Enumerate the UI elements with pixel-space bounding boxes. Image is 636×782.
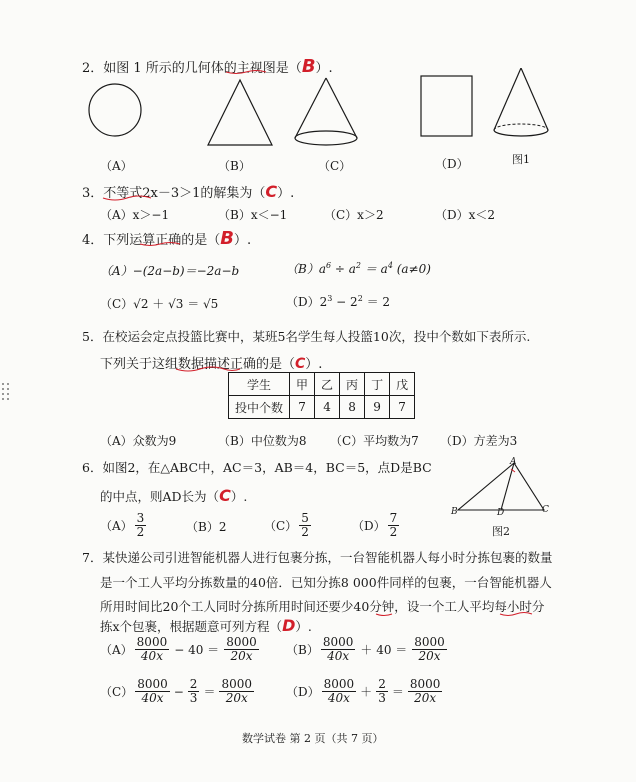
q2-shapes [80, 68, 560, 148]
q4-answer: B [220, 228, 235, 249]
q6-option-a: （A） $\frac{3}{2}$ [100, 511, 145, 539]
q4-option-c: （C）√2 ＋ √3 ＝ √5 [100, 297, 219, 311]
q7-option-a: （A） $\frac{8000}{40x}$ − 40 ＝ $\frac{8000}{20x}$ [100, 635, 257, 663]
drag-handle[interactable] [2, 383, 10, 403]
q7-option-c: （C） $\frac{8000}{40x}$ − $\frac{2}{3}$ ＝ $\frac{8000}{20x}$ [100, 677, 252, 705]
q7-option-d: （D） $\frac{8000}{40x}$ ＋ $\frac{2}{3}$ ＝ $\frac{8000}{20x}$ [286, 677, 441, 705]
point-a-label: A [510, 457, 517, 467]
point-b-label: B [451, 507, 458, 517]
q5-option-c: （C）平均数为7 [330, 434, 419, 448]
q2-option-a: （A） [100, 159, 133, 173]
point-c-label: C [542, 505, 549, 515]
q3-answer: C [265, 182, 278, 201]
q7-line2: 是一个工人平均分拣数量的40倍．已知分拣8 000件同样的包裹，一台智能机器人 [100, 575, 552, 590]
q2-stem: 2．如图 1 所示的几何体的主视图是（B）. [82, 56, 333, 77]
q2-option-b: （B） [218, 159, 251, 173]
q5-line2: 下列关于这组数据描述正确的是（C）. [100, 356, 323, 372]
q5-score-table [228, 372, 415, 419]
q6-option-c: （C） $\frac{5}{2}$ [264, 511, 309, 539]
rectangle-view [421, 76, 472, 136]
page-footer: 数学试卷 第 2 页（共 7 页） [242, 732, 384, 745]
triangle-view [208, 80, 272, 145]
q6-option-b: （B）2 [186, 520, 227, 534]
q7-answer: D [282, 616, 296, 635]
q3-option-c: （C）x＞2 [324, 208, 384, 222]
cone-c [295, 78, 357, 145]
q5-answer: C [295, 356, 306, 372]
q4-option-b: $(B)a^6 \div a^2 = a^4$ (a≠0) [286, 261, 431, 276]
q3-option-a: （A）x＞−1 [100, 208, 170, 222]
q6-line2: 的中点，则AD长为（C）. [100, 486, 248, 505]
q7-line4: 拣x个包裹，根据题意可列方程（D）. [100, 616, 312, 635]
q3-option-b: （B）x＜−1 [218, 208, 288, 222]
q7-line3: 所用时间比20个工人同时分拣所用时间还要少40分钟，设一个工人平均每小时分 [100, 599, 545, 614]
table-row: 学生 甲 乙 丙 丁 戊 [229, 373, 415, 396]
q6-option-d: （D） $\frac{7}{2}$ [352, 511, 398, 539]
q2-option-c: （C） [318, 159, 352, 173]
q4-option-a: （A）−(2a−b)＝−2a−b [100, 264, 240, 278]
cone-figure-1 [494, 68, 548, 136]
q5-line1: 5．在校运会定点投篮比赛中，某班5名学生每人投篮10次，投中个数如下表所示. [82, 329, 531, 344]
q4-option-d: $(D)2^3 - 2^2 = 2$ [286, 294, 391, 309]
q5-option-a: （A）众数为9 [100, 434, 177, 448]
q5-option-b: （B）中位数为8 [218, 434, 307, 448]
q7-option-b: （B） $\frac{8000}{40x}$ ＋ 40 ＝ $\frac{8000}{20x}$ [286, 635, 445, 663]
q2-answer: B [301, 56, 316, 77]
q3-option-d: （D）x＜2 [435, 208, 496, 222]
q6-answer: C [219, 486, 231, 505]
figure-2-label: 图2 [492, 525, 510, 538]
q5-option-d: （D）方差为3 [440, 434, 518, 448]
circle-view [89, 84, 141, 136]
q4-stem: 4．下列运算正确的是（B）. [82, 228, 252, 249]
figure-1-label: 图1 [512, 153, 530, 166]
q7-line1: 7．某快递公司引进智能机器人进行包裹分拣，一台智能机器人每小时分拣包裹的数量 [82, 550, 553, 565]
q6-line1: 6．如图2，在△ABC中，AC＝3，AB＝4，BC＝5，点D是BC [82, 460, 432, 475]
point-d-label: D [497, 508, 505, 518]
q2-option-d: （D） [435, 157, 469, 171]
q3-stem: 3．不等式2x－3＞1的解集为（C）. [82, 182, 295, 201]
table-row: 投中个数 7 4 8 9 7 [229, 396, 415, 419]
